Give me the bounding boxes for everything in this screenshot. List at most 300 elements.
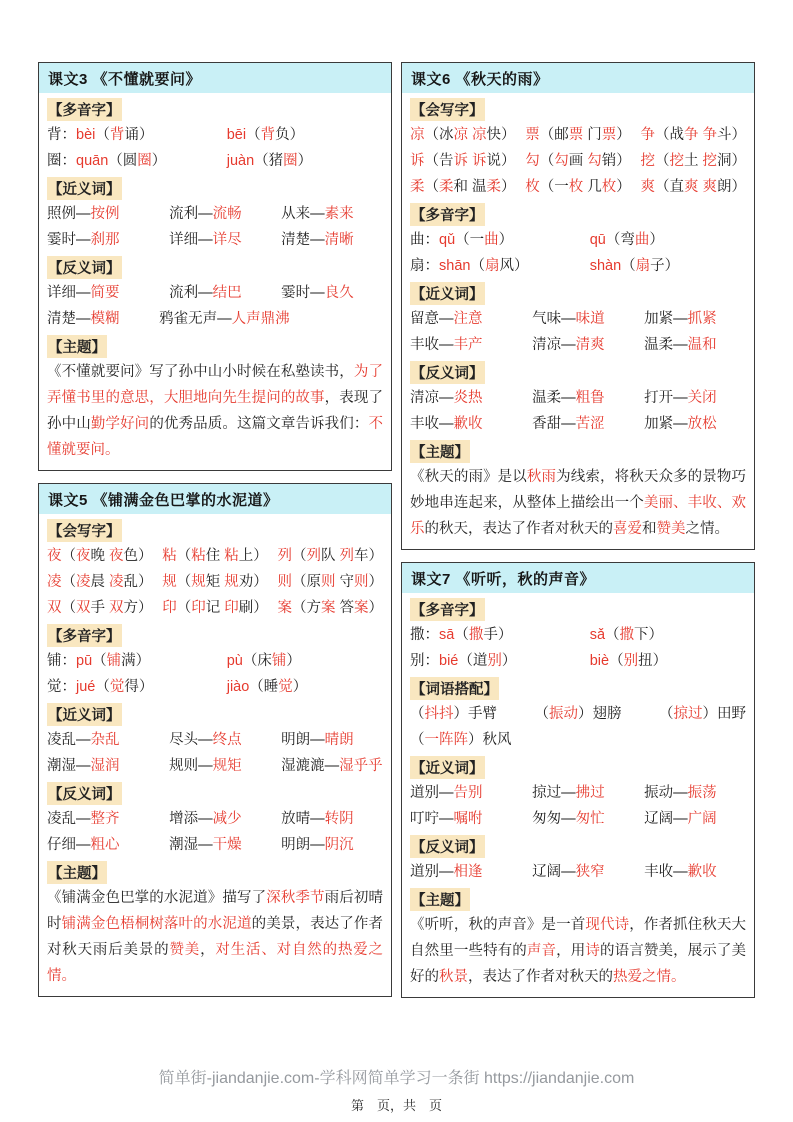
page-number-line: 第 页，共 页 <box>350 1098 442 1113</box>
entry <box>410 122 516 148</box>
section-header <box>47 98 383 121</box>
entry <box>47 201 169 227</box>
lesson-box <box>401 562 755 998</box>
section-header <box>47 703 383 726</box>
content-area <box>38 62 755 998</box>
entry <box>47 122 227 148</box>
text-run: 注意 <box>453 311 483 327</box>
entry <box>281 201 383 227</box>
entry <box>162 569 268 595</box>
entry <box>640 174 746 200</box>
entry <box>410 306 532 332</box>
text-run: 歉收 <box>453 416 483 432</box>
text-run: 丰收— <box>410 416 454 432</box>
lesson-box <box>38 483 392 997</box>
text-run: ） <box>498 232 514 248</box>
theme-paragraph <box>410 464 746 542</box>
entry <box>277 595 383 621</box>
entry-line <box>410 780 746 806</box>
text-run: 尽头— <box>169 732 213 748</box>
text-run: 告别 <box>453 785 483 801</box>
entry <box>47 227 169 253</box>
text-run: 湿乎乎 <box>339 758 383 774</box>
entry-line <box>410 122 746 148</box>
text-run: 《秋天的雨》是以 <box>410 469 527 485</box>
text-run: （邮 <box>539 127 569 143</box>
text-run: 双 <box>109 600 124 616</box>
entry <box>281 280 383 306</box>
text-run: 诉 <box>410 153 425 169</box>
text-run: 湿润 <box>90 758 120 774</box>
entry <box>535 701 622 727</box>
text-run: 歉收 <box>687 864 717 880</box>
text-run: 道别— <box>410 785 454 801</box>
section-header <box>410 361 746 384</box>
entry <box>169 227 281 253</box>
text-run: 枚 <box>568 179 584 195</box>
text-run: 规 <box>191 574 206 590</box>
text-run: 铺： <box>47 653 76 669</box>
text-run: 人声鼎沸 <box>231 311 290 327</box>
text-run: 赞美 <box>169 942 201 958</box>
entry-line <box>47 122 383 148</box>
section-header-chip: 【反义词】 <box>47 782 122 805</box>
text-run: 则 <box>354 574 369 590</box>
text-run: （猪 <box>254 153 284 169</box>
text-run: （ <box>176 574 192 590</box>
text-run: 不懂就要问。 <box>47 416 384 458</box>
text-run: quān <box>76 153 109 169</box>
text-run: （ <box>605 627 620 643</box>
text-run: 争 <box>683 127 699 143</box>
lesson-title: 课文3 《不懂就要问》 <box>39 63 391 93</box>
text-run: （直 <box>654 179 684 195</box>
entry-line <box>410 622 746 648</box>
theme-paragraph <box>410 912 746 990</box>
entry <box>281 727 383 753</box>
text-run: 清爽 <box>575 337 605 353</box>
text-run: 粘 <box>162 548 177 564</box>
text-run: 扇 <box>635 258 651 274</box>
text-run: 和 <box>642 521 657 537</box>
section-header <box>410 756 746 779</box>
entry <box>644 332 746 358</box>
entry <box>47 280 169 306</box>
text-run: pū <box>76 653 93 669</box>
text-run: 圈 <box>283 153 298 169</box>
text-run: （ <box>454 627 469 643</box>
text-run: 清晰 <box>324 232 354 248</box>
text-run: pù <box>226 653 243 669</box>
text-run: 诉 <box>472 153 487 169</box>
lesson-box <box>401 62 755 550</box>
lesson-body <box>39 514 391 996</box>
entry <box>640 122 746 148</box>
text-run: 粘 <box>191 548 206 564</box>
text-run: 丰收— <box>644 864 688 880</box>
entry <box>169 280 281 306</box>
entry <box>281 753 383 779</box>
text-run: jiào <box>226 679 250 695</box>
entry <box>47 306 159 332</box>
section-header-chip: 【反义词】 <box>410 361 485 384</box>
text-run: 清凉— <box>410 390 454 406</box>
text-run: 气味— <box>532 311 576 327</box>
text-run: qū <box>589 232 606 248</box>
entry <box>162 595 268 621</box>
entry <box>532 806 644 832</box>
text-run: 圈： <box>47 153 76 169</box>
entry <box>532 306 644 332</box>
entry <box>47 832 169 858</box>
text-run: 的优秀品质。这篇文章告诉我们： <box>149 416 369 432</box>
entry <box>644 806 746 832</box>
text-run: 勾 <box>525 153 540 169</box>
text-run: 案 <box>277 600 292 616</box>
text-run: 案 <box>354 600 369 616</box>
entry-line <box>47 806 383 832</box>
entry <box>644 306 746 332</box>
text-run: （方 <box>291 600 321 616</box>
text-run: （ <box>539 153 555 169</box>
text-run: 打开— <box>644 390 688 406</box>
entry-line <box>47 280 383 306</box>
text-run: 凉 <box>453 127 468 143</box>
text-run: 凌 <box>76 574 91 590</box>
entry <box>169 753 281 779</box>
text-run: 为线索，将秋天众多的景物巧妙地串连起来，从整体上描绘出一个 <box>410 469 747 511</box>
entry <box>644 385 746 411</box>
text-run: 撒： <box>410 627 439 643</box>
text-run: 劝） <box>238 574 268 590</box>
text-run: 乱） <box>123 574 153 590</box>
text-run: （一 <box>539 179 569 195</box>
entry-line <box>410 174 746 200</box>
text-run: 流利— <box>169 285 213 301</box>
text-run: ） <box>501 653 517 669</box>
text-run: （弯 <box>605 232 635 248</box>
text-run: 详尽 <box>212 232 242 248</box>
text-run: 洞） <box>717 153 746 169</box>
text-run: 方） <box>123 600 153 616</box>
text-run: 背 <box>109 127 125 143</box>
text-run: 夜 <box>109 548 124 564</box>
entry <box>281 832 383 858</box>
text-run: 振动— <box>644 785 688 801</box>
text-run: （ <box>291 548 307 564</box>
entry <box>525 148 631 174</box>
entry <box>227 148 383 174</box>
text-run: 铺 <box>106 653 122 669</box>
text-run: 道别— <box>410 864 454 880</box>
text-run: 丰产 <box>453 337 483 353</box>
text-run: jué <box>76 679 96 695</box>
lesson-body <box>402 593 754 997</box>
text-run: 掠过 <box>673 706 703 722</box>
text-run: 柔 <box>486 179 502 195</box>
text-run: （ <box>176 600 192 616</box>
text-run: 辽阔— <box>532 864 576 880</box>
entry <box>644 780 746 806</box>
section-header <box>410 677 746 700</box>
text-run: 印 <box>224 600 239 616</box>
section-header <box>410 282 746 305</box>
text-run: 撒 <box>619 627 635 643</box>
entry <box>47 753 169 779</box>
text-run: （ <box>61 548 76 564</box>
text-run: 别： <box>410 653 439 669</box>
entry <box>169 832 281 858</box>
text-run: 潮湿— <box>169 837 213 853</box>
text-run: （ <box>470 258 485 274</box>
text-run: 留意— <box>410 311 454 327</box>
section-header <box>410 440 746 463</box>
text-run: ）手臂 <box>453 706 497 722</box>
entry <box>277 569 383 595</box>
entry-line <box>410 227 746 253</box>
text-run: 夜 <box>76 548 91 564</box>
text-run: 狭窄 <box>575 864 605 880</box>
text-run: 的秋天，表达了作者对秋天的 <box>424 521 613 537</box>
text-run: ，表现了孙中山 <box>47 390 384 432</box>
section-header <box>410 598 746 621</box>
text-run: 苦涩 <box>575 416 605 432</box>
entry <box>590 253 746 279</box>
text-run: ，作者抓住秋天大自然里一些特有的 <box>410 917 747 959</box>
text-run: 秋景 <box>439 969 468 985</box>
text-run: ， <box>200 942 216 958</box>
entry <box>227 122 383 148</box>
text-run: 粗鲁 <box>575 390 605 406</box>
section-header-chip: 【多音字】 <box>410 203 485 226</box>
text-run: 争 <box>640 127 655 143</box>
text-run: 满） <box>121 653 151 669</box>
entry <box>640 148 746 174</box>
text-run: 爽 <box>640 179 655 195</box>
text-run: 双 <box>47 600 62 616</box>
text-run: 匆匆— <box>532 811 576 827</box>
text-run: ） <box>368 600 383 616</box>
text-run: 秋雨 <box>526 469 557 485</box>
text-run: 觉： <box>47 679 76 695</box>
text-run: bēi <box>226 127 247 143</box>
entry <box>525 174 631 200</box>
text-run: 矩 <box>205 574 225 590</box>
text-run: 抓紧 <box>687 311 717 327</box>
text-run: 香甜— <box>532 416 576 432</box>
text-run: 匆忙 <box>575 811 605 827</box>
text-run: 守 <box>335 574 354 590</box>
entry-line <box>47 201 383 227</box>
text-run: 霎时— <box>47 232 91 248</box>
footer <box>0 1065 793 1122</box>
text-run: 凌乱— <box>47 811 91 827</box>
text-run: 负） <box>275 127 305 143</box>
entry-line <box>410 648 746 674</box>
text-run: 诉 <box>453 153 468 169</box>
text-run: （ <box>621 258 636 274</box>
text-run: 辽阔— <box>644 811 688 827</box>
text-run: ） <box>297 153 313 169</box>
text-run: 温柔— <box>644 337 688 353</box>
text-run: 队 <box>320 548 340 564</box>
entry <box>532 385 644 411</box>
text-run: ，表达了作者对秋天的 <box>468 969 613 985</box>
text-run: 撒 <box>468 627 484 643</box>
section-header <box>410 203 746 226</box>
text-run: shān <box>439 258 471 274</box>
text-run: （ <box>95 127 110 143</box>
entry-line <box>47 648 383 674</box>
text-run: 关闭 <box>687 390 717 406</box>
section-header <box>47 861 383 884</box>
text-run: 挖 <box>669 153 684 169</box>
entry <box>410 648 590 674</box>
entry-line <box>47 306 383 332</box>
text-run: 票 <box>568 127 584 143</box>
text-run: 觉 <box>109 679 125 695</box>
section-header-chip: 【多音字】 <box>410 598 485 621</box>
text-run: 加紧— <box>644 311 688 327</box>
text-run: qǔ <box>439 232 456 248</box>
text-run: 凌 <box>47 574 62 590</box>
entry <box>47 727 169 753</box>
text-run: 快） <box>486 127 516 143</box>
text-run: （ <box>654 153 670 169</box>
text-run: 扭） <box>638 653 668 669</box>
text-run: 勤学好问 <box>90 416 150 432</box>
text-run: 晨 <box>90 574 110 590</box>
text-run: ）秋风 <box>468 732 512 748</box>
text-run: 晴朗 <box>324 732 354 748</box>
entry <box>410 227 590 253</box>
theme-paragraph <box>47 359 383 463</box>
section-header-chip: 【多音字】 <box>47 624 122 647</box>
entry <box>410 174 516 200</box>
footer-site-line: 简单街-jiandanjie.com-学科网简单学习一条街 https://jiandanjie.com <box>158 1070 635 1087</box>
column-left <box>38 62 392 998</box>
text-run: 规则— <box>169 758 213 774</box>
entry <box>227 648 383 674</box>
entry <box>410 727 532 753</box>
entry <box>590 648 746 674</box>
section-header-chip: 【近义词】 <box>47 703 122 726</box>
text-run: 和 温 <box>453 179 487 195</box>
text-run: ，用 <box>556 943 586 959</box>
text-run: 按例 <box>90 206 120 222</box>
lesson-title: 课文5 《铺满金色巴掌的水泥道》 <box>39 484 391 514</box>
entry-line <box>410 727 746 753</box>
text-run: 对生活、对自然的热爱之情。 <box>47 942 384 984</box>
text-run: 夜 <box>47 548 62 564</box>
entry-line <box>47 227 383 253</box>
entry <box>410 411 532 437</box>
text-run: 终点 <box>212 732 242 748</box>
text-run: 声音 <box>526 943 557 959</box>
text-run: 味道 <box>575 311 605 327</box>
entry-line <box>47 543 383 569</box>
text-run: 土 <box>683 153 703 169</box>
entry <box>590 622 746 648</box>
text-run: 柔 <box>439 179 454 195</box>
text-run: 增添— <box>169 811 213 827</box>
section-header-chip: 【主题】 <box>47 861 107 884</box>
entry-line <box>410 253 746 279</box>
text-run: 粗心 <box>90 837 120 853</box>
entry-line <box>47 148 383 174</box>
text-run: 列 <box>339 548 354 564</box>
section-header <box>47 624 383 647</box>
entry-line <box>47 674 383 700</box>
text-run: 仔细— <box>47 837 91 853</box>
text-run: 相逢 <box>453 864 483 880</box>
text-run: 详细— <box>169 232 213 248</box>
text-run: 背： <box>47 127 76 143</box>
entry-line <box>410 806 746 832</box>
entry-line <box>410 332 746 358</box>
section-header <box>410 835 746 858</box>
text-run: 放松 <box>687 416 717 432</box>
text-run: ）翅膀 <box>578 706 622 722</box>
text-run: 印 <box>162 600 177 616</box>
text-run: 干燥 <box>212 837 242 853</box>
text-run: （床 <box>242 653 272 669</box>
text-run: 鸦雀无声— <box>159 311 232 327</box>
entry <box>169 201 281 227</box>
text-run: （ <box>659 706 674 722</box>
text-run: 从来— <box>281 206 325 222</box>
text-run: 潮湿— <box>47 758 91 774</box>
entry <box>47 569 153 595</box>
text-run: （睡 <box>249 679 279 695</box>
text-run: （冰 <box>424 127 454 143</box>
entry-line <box>410 385 746 411</box>
text-run: 热爱之情。 <box>613 969 686 985</box>
text-run: 阴沉 <box>324 837 354 853</box>
text-run: 炎热 <box>453 390 483 406</box>
text-run: 案 <box>320 600 336 616</box>
text-run: 流畅 <box>212 206 242 222</box>
entry <box>590 227 746 253</box>
text-run: 铺 <box>271 653 287 669</box>
text-run: 凉 <box>410 127 425 143</box>
text-run: ） <box>286 653 301 669</box>
entry <box>47 806 169 832</box>
text-run: 风） <box>499 258 529 274</box>
text-run: 素来 <box>324 206 354 222</box>
text-run: ） <box>501 179 516 195</box>
text-run: 扇 <box>484 258 500 274</box>
entry <box>162 543 268 569</box>
section-header-chip: 【会写字】 <box>410 98 485 121</box>
text-run: 票 <box>601 127 617 143</box>
text-run: （ <box>424 179 439 195</box>
text-run: 印 <box>191 600 206 616</box>
entry-line <box>410 411 746 437</box>
entry <box>410 701 497 727</box>
text-run: ） <box>616 179 631 195</box>
section-header <box>47 177 383 200</box>
text-run: 《听听，秋的声音》是一首 <box>410 917 586 933</box>
text-run: 色） <box>123 548 153 564</box>
text-run: 粘 <box>224 548 239 564</box>
text-run: 扇： <box>410 258 439 274</box>
entry <box>532 780 644 806</box>
text-run: 叮咛— <box>410 811 454 827</box>
text-run: 转阴 <box>324 811 354 827</box>
entry <box>159 306 290 332</box>
text-run: 良久 <box>324 285 354 301</box>
